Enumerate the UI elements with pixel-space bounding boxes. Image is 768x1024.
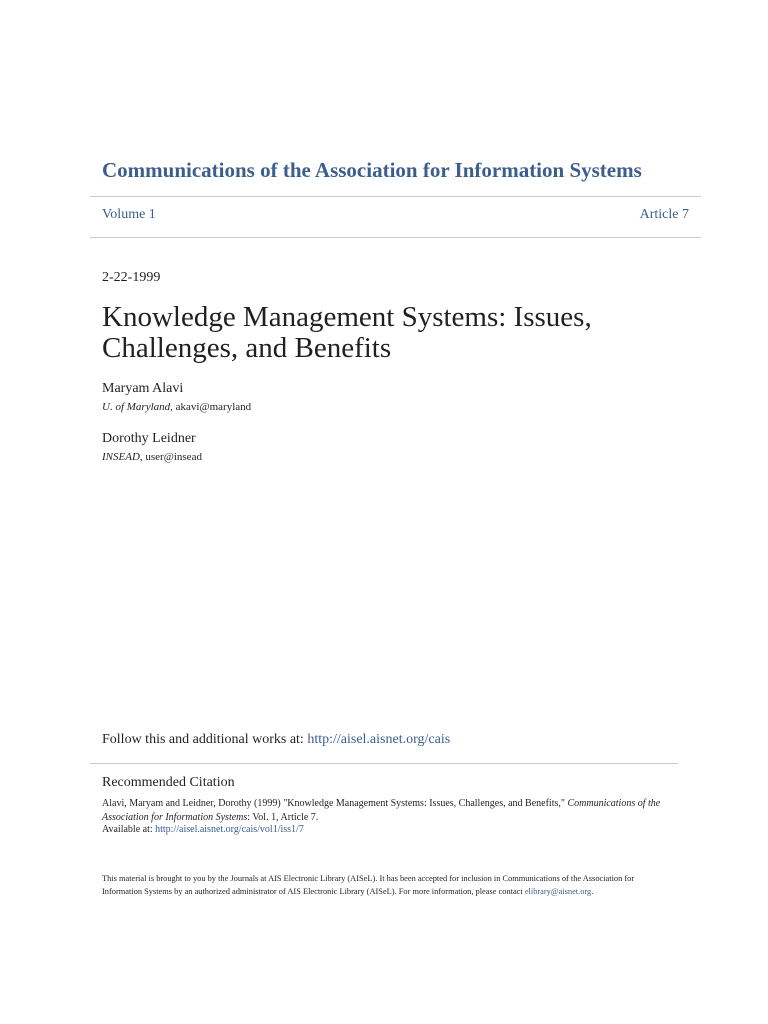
author-email: akavi@maryland — [175, 401, 252, 413]
citation-available — [102, 824, 304, 835]
header-divider-top — [90, 196, 701, 197]
article-link[interactable]: Article 7 — [639, 207, 689, 222]
copyright-notice — [102, 872, 662, 899]
follow-link[interactable]: http://aisel.aisnet.org/cais — [307, 732, 451, 747]
available-link[interactable]: http://aisel.aisnet.org/cais/vol1/iss1/7 — [155, 824, 304, 835]
citation-journal: Communications of the Association for Information Systems — [102, 798, 661, 823]
author-affiliation — [102, 451, 202, 463]
contact-email-link[interactable]: elibrary@aisnet.org — [524, 887, 592, 897]
author-institution: INSEAD — [102, 451, 140, 463]
notice-text: This material is brought to you by the Journals at AIS Electronic Library (AISeL). It has been accepted for inclusion in Communications of the Association for Information Systems by an authorized administrator of AIS Electronic Library (AISeL). For more information, please contact — [102, 874, 635, 897]
author-name: Maryam Alavi — [102, 381, 184, 396]
header-divider-bottom — [90, 237, 701, 238]
author-name: Dorothy Leidner — [102, 431, 196, 446]
journal-title-link[interactable]: Communications of the Association for Information Systems — [102, 158, 642, 182]
follow-text: Follow this and additional works at: — [102, 732, 308, 747]
citation-text — [102, 797, 677, 824]
citation-authors-title: Alavi, Maryam and Leidner, Dorothy (1999) "Knowledge Management Systems: Issues, Challenges, and Benefits," — [102, 798, 568, 809]
affiliation-separator: , — [170, 401, 176, 413]
affiliation-separator: , — [139, 451, 146, 463]
paper-title — [102, 302, 702, 364]
paper-title-line-2: Challenges, and Benefits — [102, 332, 392, 364]
notice-end: . — [591, 887, 594, 897]
citation-volume: : Vol. 1, Article 7. — [247, 811, 319, 823]
volume-link[interactable]: Volume 1 — [102, 207, 156, 222]
publication-date: 2-22-1999 — [102, 270, 161, 285]
available-label: Available at: — [102, 824, 156, 835]
citation-heading: Recommended Citation — [102, 775, 235, 790]
paper-title-line-1: Knowledge Management Systems: Issues, — [102, 301, 592, 333]
author-institution: U. of Maryland — [102, 401, 171, 413]
author-email: user@insead — [145, 451, 202, 463]
citation-divider — [90, 763, 678, 764]
follow-line — [102, 732, 450, 748]
author-affiliation — [102, 401, 251, 413]
